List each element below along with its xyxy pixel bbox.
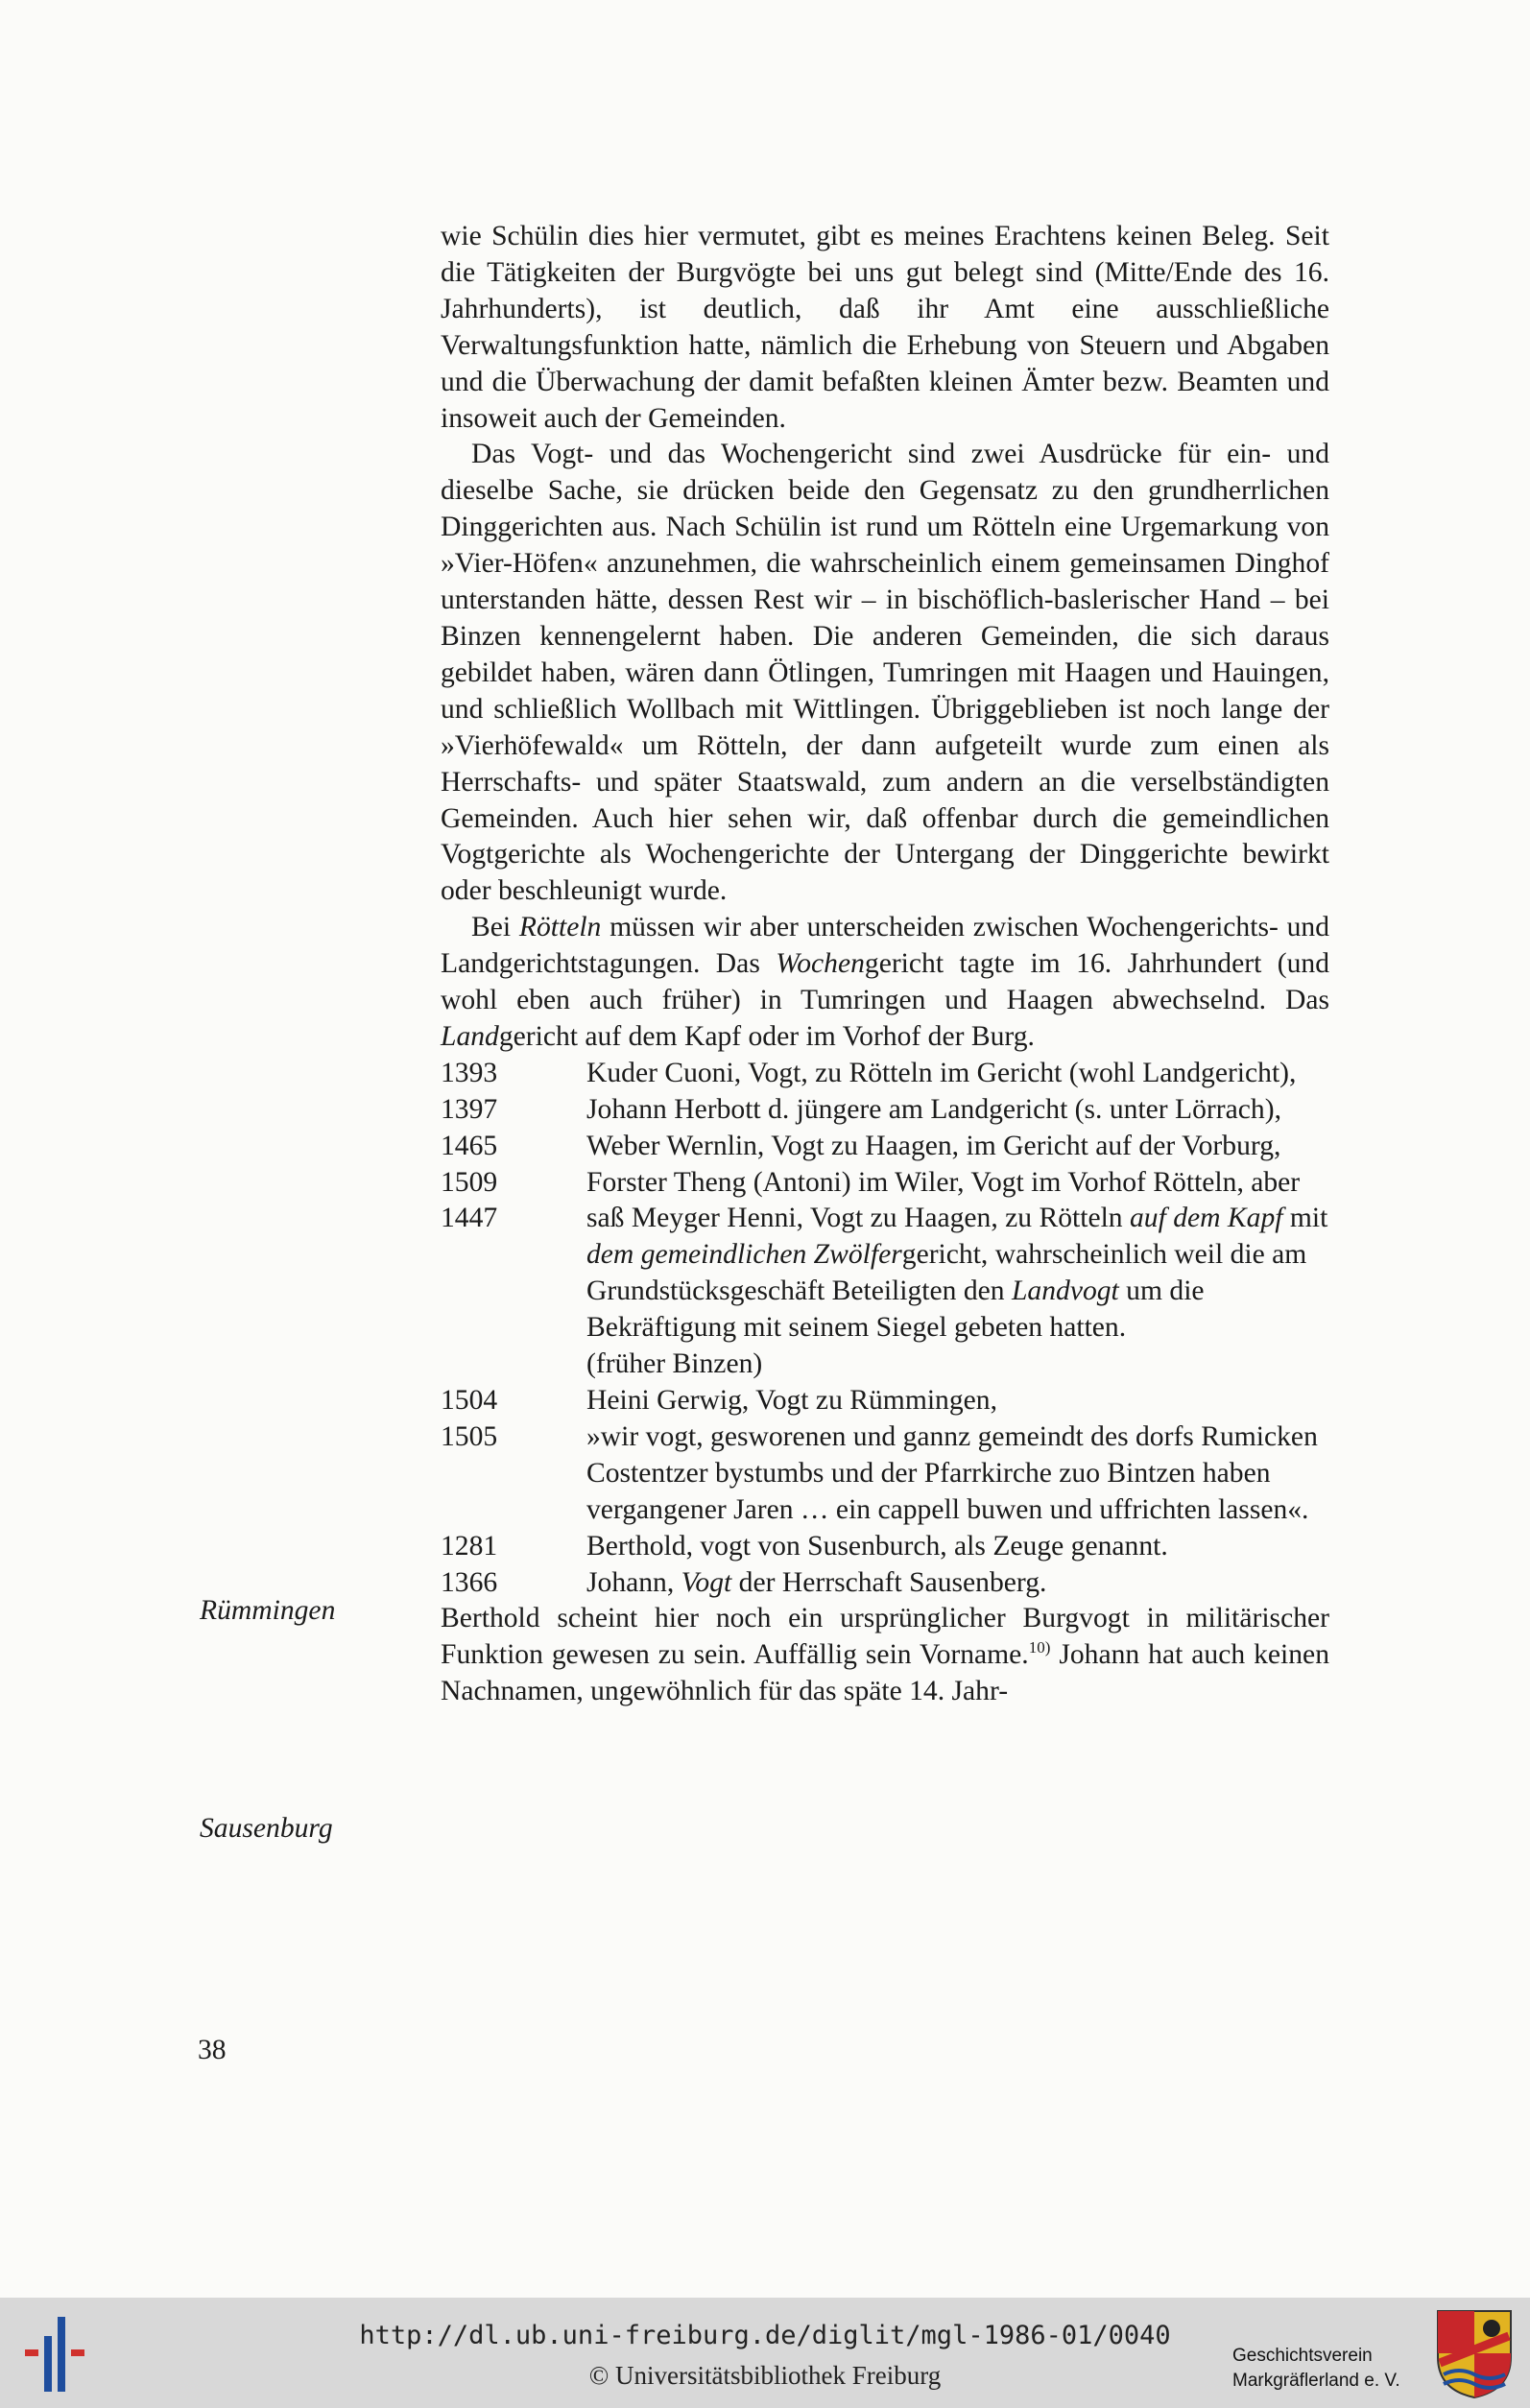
margin-label-ruemmingen: Rümmingen bbox=[200, 1595, 336, 1626]
entry-1393: 1393 Kuder Cuoni, Vogt, zu Rötteln im Gericht (wohl Landgericht), bbox=[441, 1057, 1297, 1088]
entry-1281: 1281 Berthold, vogt von Susenburch, als Zeuge genannt. bbox=[441, 1530, 1168, 1562]
coat-of-arms-icon[interactable] bbox=[1434, 2307, 1515, 2399]
entry-ruemmingen-note: (früher Binzen) bbox=[586, 1348, 763, 1380]
entry-1447: 1447 saß Meyger Henni, Vogt zu Haagen, zu Rötteln auf dem Kapf mit dem gemeindlichen Zwölfergericht, wahrscheinlich weil die am Grundstücksgeschäft Beteiligten den Landvogt um die Bekräftigung mit seinem Siegel gebeten hatten. bbox=[441, 1203, 1328, 1344]
footer-copyright: © Universitätsbibliothek Freiburg bbox=[588, 2361, 942, 2390]
main-text bbox=[441, 219, 1329, 1710]
paragraph-3: Bei Rötteln müssen wir aber unterscheiden zwischen Wochengerichts- und Landgerichtstagungen. Das Wochengericht tagte im 16. Jahrhundert (und wohl eben auch früher) in Tumringen und Haagen abwechselnd. Das Landgericht auf dem Kapf oder im Vorhof der Burg. bbox=[441, 912, 1329, 1052]
margin-label-sausenburg: Sausenburg bbox=[200, 1813, 333, 1844]
footer-url-link[interactable]: http://dl.ub.uni-freiburg.de/diglit/mgl-1986-01/0040 bbox=[359, 2321, 1171, 2350]
paragraph-2: Das Vogt- und das Wochengericht sind zwei Ausdrücke für ein- und dieselbe Sache, sie drücken beide den Gegensatz zu den grundherrlichen Dinggerichten aus. Nach Schülin ist rund um Rötteln eine Urgemarkung von »Vier-Höfen« anzunehmen, die wahrscheinlich einem gemeinsamen Dinghof unterstanden hätte, dessen Rest wir – in bischöflich-baslerischer Hand – bei Binzen kennengelernt haben. Die anderen Gemeinden, die sich daraus gebildet haben, wären dann Ötlingen, Tumringen mit Haagen und Hauingen, und schließlich Wollbach mit Wittlingen. Übriggeblieben ist noch lange der »Vierhöfewald« um Rötteln, der dann aufgeteilt wurde zum einen als Herrschafts- und später Staatswald, zum andern an die verselbständigten Gemeinden. Auch hier sehen wir, daß offenbar durch die gemeindlichen Vogtgerichte als Wochengerichte der Untergang der Dinggerichte bewirkt oder beschleunigt wurde. bbox=[441, 439, 1329, 907]
footnote-ref: 10) bbox=[1028, 1638, 1051, 1657]
entry-1465: 1465 Weber Wernlin, Vogt zu Haagen, im Gericht auf der Vorburg, bbox=[441, 1130, 1281, 1161]
entry-1366: 1366 Johann, Vogt der Herrschaft Sausenberg. bbox=[441, 1566, 1047, 1598]
entry-1504: 1504 Heini Gerwig, Vogt zu Rümmingen, bbox=[441, 1385, 997, 1416]
society-name bbox=[1232, 2344, 1400, 2394]
paragraph-1: wie Schülin dies hier vermutet, gibt es meines Erachtens keinen Beleg. Seit die Tätigkeiten der Burgvögte bei uns gut belegt sind (Mitte/Ende des 16. Jahrhunderts), ist deutlich, daß ihr Amt eine ausschließliche Verwaltungsfunktion hatte, nämlich die Erhebung von Steuern und Abgaben und die Überwachung der damit befaßten kleinen Ämter bezw. Beamten und insoweit auch der Gemeinden. bbox=[441, 221, 1329, 434]
entry-1509: 1509 Forster Theng (Antoni) im Wiler, Vogt im Vorhof Rötteln, aber bbox=[441, 1166, 1301, 1198]
closing-paragraph: Berthold scheint hier noch ein ursprünglicher Burgvogt in militärischer Funktion gewesen zu sein. Auffällig sein Vorname.$^{10)}$ Johann hat auch keinen Nachnamen, ungewöhnlich für das späte 14. Jahr- bbox=[441, 1603, 1329, 1707]
society-line-1: Geschichtsverein bbox=[1232, 2346, 1373, 2366]
entry-1397: 1397 Johann Herbott d. jüngere am Landgericht (s. unter Lörrach), bbox=[441, 1093, 1281, 1125]
entry-1505: 1505 »wir vogt, gesworenen und gannz gemeindt des dorfs Rumicken Costentzer bystumbs und der Pfarrkirche zuo Bintzen haben vergangener Jaren … ein cappell buwen und uffrichten lassen«. bbox=[441, 1420, 1318, 1525]
page-number: 38 bbox=[198, 2035, 227, 2065]
society-line-2: Markgräflerland e. V. bbox=[1232, 2371, 1400, 2391]
